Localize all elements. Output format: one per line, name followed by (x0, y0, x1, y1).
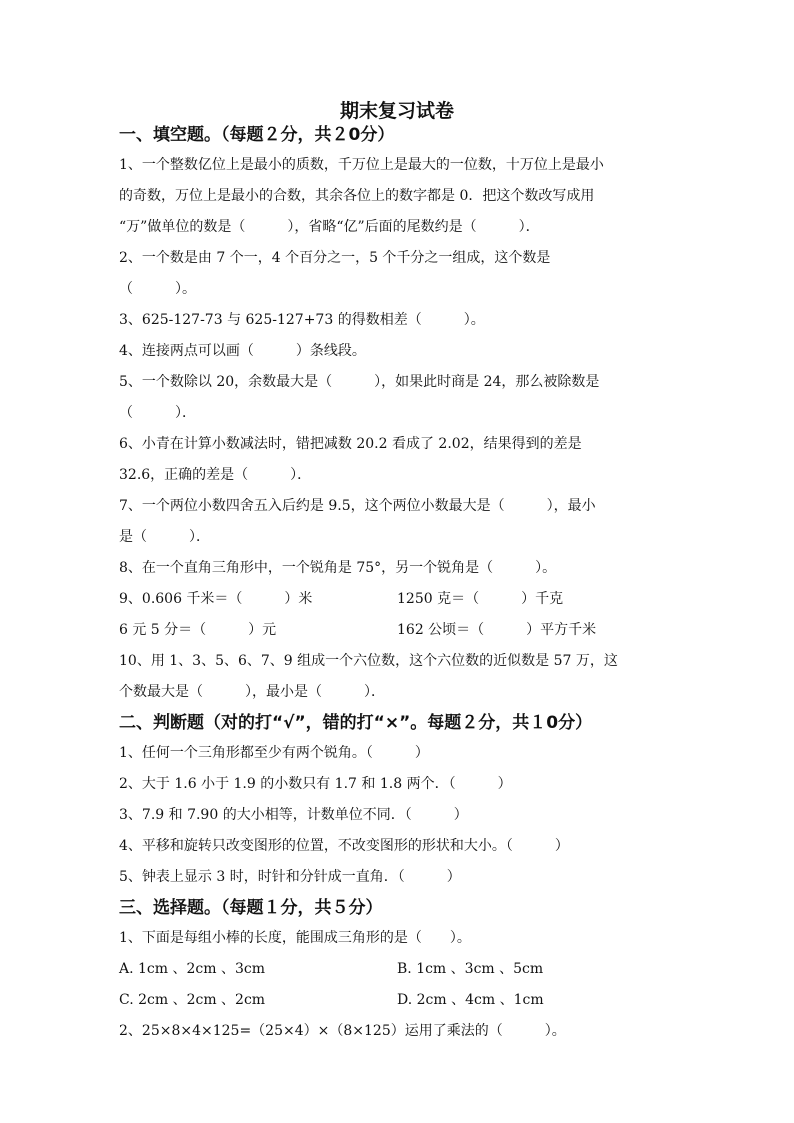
question-9-row-1 (119, 584, 679, 615)
unit-conversion-item: 1250 克＝（ ）千克 (397, 591, 564, 607)
question-line: 1、一个整数亿位上是最小的质数，千万位上是最大的一位数，十万位上是最小 (119, 157, 604, 173)
choice-option-b: B. 1cm 、3cm 、5cm (397, 961, 544, 977)
question-line: （ ）。 (119, 281, 196, 297)
question-line: 个数最大是（ ），最小是（ ）． (119, 684, 385, 700)
question-line: 1、下面是每组小棒的长度，能围成三角形的是（ ）。 (119, 930, 471, 946)
choice-options-row-1 (119, 954, 679, 985)
section-fill-blank-heading: 一、填空题。（每题２分，共２0分） (119, 125, 395, 145)
question-line: 2、25×8×4×125=（25×4）×（8×125）运用了乘法的（ ）。 (119, 1023, 566, 1039)
question-line: 3、7.9 和 7.90 的大小相等，计数单位不同．（ ） (119, 807, 468, 823)
question-line: 32.6，正确的差是（ ）． (119, 467, 312, 483)
question-line: 7、一个两位小数四舍五入后约是 9.5，这个两位小数最大是（ ），最小 (119, 498, 596, 514)
question-line: 1、任何一个三角形都至少有两个锐角。（ ） (119, 745, 429, 761)
question-line: （ ）． (119, 405, 196, 421)
question-line: 是（ ）． (119, 529, 210, 545)
unit-conversion-item: 6 元 5 分＝（ ）元 (119, 622, 277, 638)
question-9-row-2 (119, 615, 679, 646)
unit-conversion-item: 162 公顷＝（ ）平方千米 (397, 622, 597, 638)
question-line: 10、用 1、3、5、6、7、9 组成一个六位数，这个六位数的近似数是 57 万，这 (119, 653, 618, 669)
question-line: “万”做单位的数是（ ），省略“亿”后面的尾数约是（ ）． (119, 219, 540, 235)
choice-option-c: C. 2cm 、2cm 、2cm (119, 992, 266, 1008)
question-line: 6、小青在计算小数减法时，错把减数 20.2 看成了 2.02，结果得到的差是 (119, 436, 582, 452)
choice-options-row-2 (119, 985, 679, 1016)
question-line: 2、大于 1.6 小于 1.9 的小数只有 1.7 和 1.8 两个．（ ） (119, 776, 512, 792)
question-line: 5、一个数除以 20，余数最大是（ ），如果此时商是 24，那么被除数是 (119, 374, 600, 390)
question-line: 4、平移和旋转只改变图形的位置，不改变图形的形状和大小。（ ） (119, 838, 569, 854)
choice-option-a: A. 1cm 、2cm 、3cm (119, 961, 265, 977)
section-multiple-choice-heading: 三、选择题。（每题１分，共５分） (119, 898, 383, 918)
exam-content (119, 120, 679, 1047)
question-line: 8、在一个直角三角形中，一个锐角是 75°，另一个锐角是（ ）。 (119, 560, 557, 576)
choice-option-d: D. 2cm 、4cm 、1cm (397, 992, 544, 1008)
page-title: 期末复习试卷 (339, 100, 454, 122)
question-line: 2、一个数是由 7 个一，4 个百分之一，5 个千分之一组成，这个数是 (119, 250, 551, 266)
question-line: 5、钟表上显示 3 时，时针和分针成一直角．（ ） (119, 869, 461, 885)
unit-conversion-item: 9、0.606 千米＝（ ）米 (119, 591, 313, 607)
question-line: 的奇数，万位上是最小的合数，其余各位上的数字都是 0．把这个数改写成用 (119, 188, 595, 204)
question-line: 4、连接两点可以画（ ）条线段。 (119, 343, 366, 359)
question-line: 3、625-127-73 与 625-127+73 的得数相差（ ）。 (119, 312, 485, 328)
section-true-false-heading: 二、判断题（对的打“√”，错的打“×”。每题２分，共１0分） (119, 713, 593, 733)
